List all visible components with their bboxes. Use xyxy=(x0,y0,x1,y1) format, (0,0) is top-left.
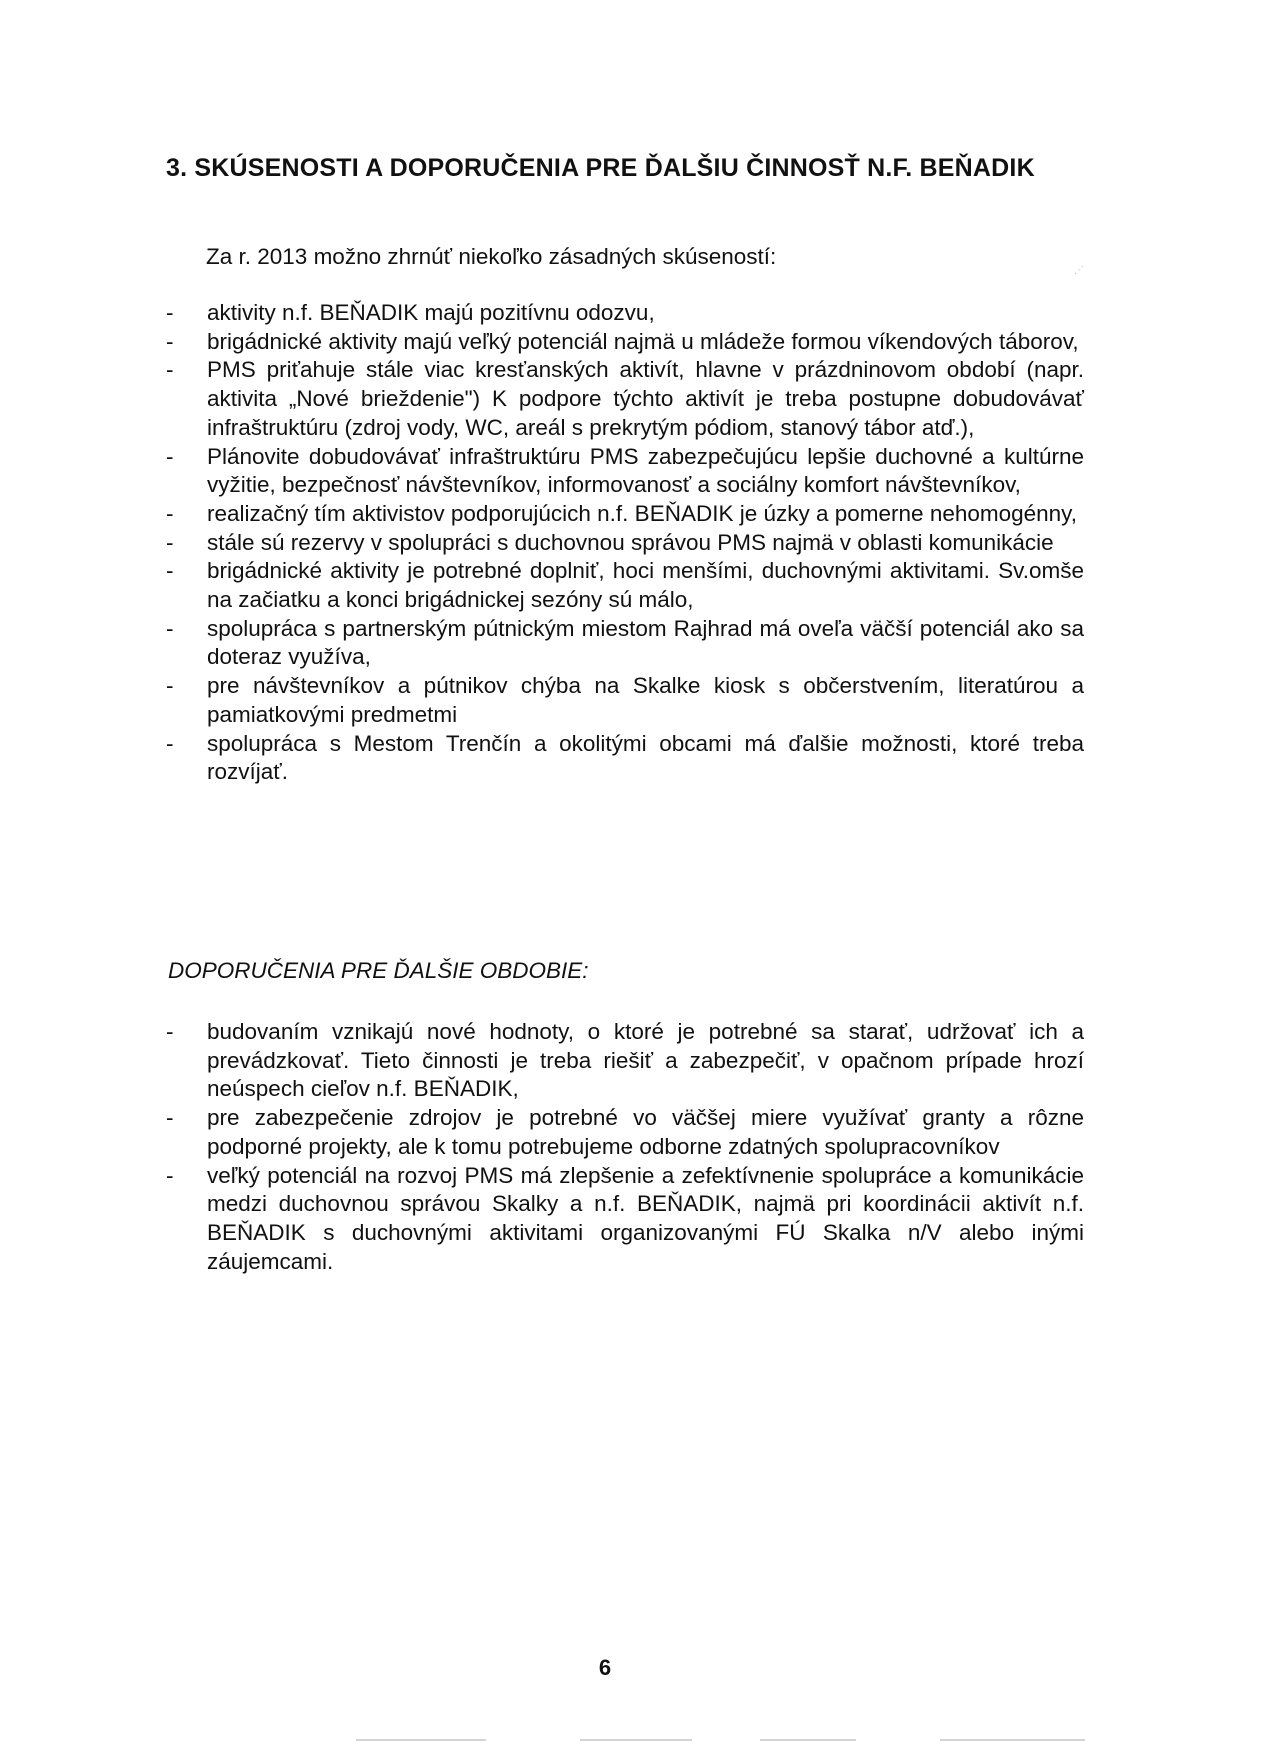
recommendation-text: pre zabezpečenie zdrojov je potrebné vo väčšej miere využívať granty a rôzne podporné projekty, ale k tomu potrebujeme odborne zdatných spolupracovníkov xyxy=(207,1105,1084,1159)
recommendation-item xyxy=(166,1162,1084,1277)
experience-item xyxy=(166,299,1084,328)
experience-item xyxy=(166,328,1084,357)
experience-text: pre návštevníkov a pútnikov chýba na Skalke kiosk s občerstvením, literatúrou a pamiatkovými predmetmi xyxy=(207,673,1084,727)
dash-bullet-icon: - xyxy=(166,730,174,756)
dash-bullet-icon: - xyxy=(166,1019,174,1044)
experience-text: brigádnické aktivity majú veľký potenciál najmä u mládeže formou víkendových táborov, xyxy=(207,328,1079,354)
recommendation-item xyxy=(166,1104,1084,1161)
experiences-list xyxy=(166,299,1084,787)
scan-edge-line xyxy=(356,1739,486,1741)
recommendation-text: veľký potenciál na rozvoj PMS má zlepšenie a zefektívnenie spolupráce a komunikácie medzi duchovnou správou Skalky a n.f. BEŇADIK, najmä pri koordinácii aktivít n.f. BEŇADIK s duchovnými aktivitami organizovanými FÚ Skalka n/V alebo inými záujemcami. xyxy=(207,1162,1084,1274)
experience-text: spolupráca s Mestom Trenčín a okolitými obcami má ďalšie možnosti, ktoré treba rozvíjať. xyxy=(207,730,1084,785)
experience-text: Plánovite dobudovávať infraštruktúru PMS zabezpečujúcu lepšie duchovné a kultúrne vyžitie, bezpečnosť návštevníkov, informovanosť a sociálny komfort návštevníkov, xyxy=(207,443,1084,498)
dash-bullet-icon: - xyxy=(166,443,174,469)
dash-bullet-icon: - xyxy=(166,357,174,383)
experience-text: realizačný tím aktivistov podporujúcich n.f. BEŇADIK je úzky a pomerne nehomogénny, xyxy=(207,500,1078,526)
dash-bullet-icon: - xyxy=(166,529,174,555)
experience-text: spolupráca s partnerským pútnickým miestom Rajhrad má oveľa väčší potenciál ako sa doteraz využíva, xyxy=(207,615,1084,670)
experience-text: aktivity n.f. BEŇADIK majú pozitívnu odozvu, xyxy=(207,300,655,325)
experience-text: stále sú rezervy v spolupráci s duchovnou správou PMS najmä v oblasti komunikácie xyxy=(207,529,1054,555)
experience-text: brigádnické aktivity je potrebné doplniť, hoci menšími, duchovnými aktivitami. Sv.omše na začiatku a konci brigádnickej sezóny sú málo, xyxy=(207,558,1084,613)
dash-bullet-icon: - xyxy=(166,500,174,526)
dash-bullet-icon: - xyxy=(166,1105,174,1131)
experience-item xyxy=(166,529,1084,558)
dash-bullet-icon: - xyxy=(166,300,174,325)
section-heading: 3. SKÚSENOSTI A DOPORUČENIA PRE ĎALŠIU ČINNOSŤ N.F. BEŇADIK xyxy=(166,154,1035,182)
scan-edge-line xyxy=(580,1739,692,1741)
experience-text: PMS priťahuje stále viac kresťanských aktivít, hlavne v prázdninovom období (napr. aktivita „Nové brieždenie") K podpore týchto aktivít je treba postupne dobudovávať infraštruktúru (zdroj vody, WC, areál s prekrytým pódiom, stanový tábor atď.), xyxy=(207,357,1084,440)
recommendation-item xyxy=(166,1018,1084,1104)
experience-item xyxy=(166,730,1084,787)
page-number: 6 xyxy=(598,1655,612,1680)
experience-item xyxy=(166,500,1084,529)
recommendations-list xyxy=(166,1018,1084,1276)
dash-bullet-icon: - xyxy=(166,615,174,641)
dash-bullet-icon: - xyxy=(166,1162,174,1188)
experience-item xyxy=(166,557,1084,614)
scan-edge-line xyxy=(940,1739,1085,1741)
experience-item xyxy=(166,443,1084,500)
dash-bullet-icon: - xyxy=(166,328,174,354)
experience-item xyxy=(166,356,1084,442)
experience-item xyxy=(166,615,1084,672)
recommendation-text: budovaním vznikajú nové hodnoty, o ktoré je potrebné sa starať, udržovať ich a prevádzkovať. Tieto činnosti je treba riešiť a zabezpečiť, v opačnom prípade hrozí neúspech cieľov n.f. BEŇADIK, xyxy=(207,1019,1084,1102)
intro-paragraph: Za r. 2013 možno zhrnúť niekoľko zásadných skúseností: xyxy=(206,244,777,269)
experience-item xyxy=(166,672,1084,729)
scan-speck-icon: ⋰ xyxy=(1074,265,1084,276)
dash-bullet-icon: - xyxy=(166,558,174,584)
recommendations-heading: DOPORUČENIA PRE ĎALŠIE OBDOBIE: xyxy=(168,958,589,983)
dash-bullet-icon: - xyxy=(166,673,174,699)
scan-edge-line xyxy=(760,1739,856,1741)
